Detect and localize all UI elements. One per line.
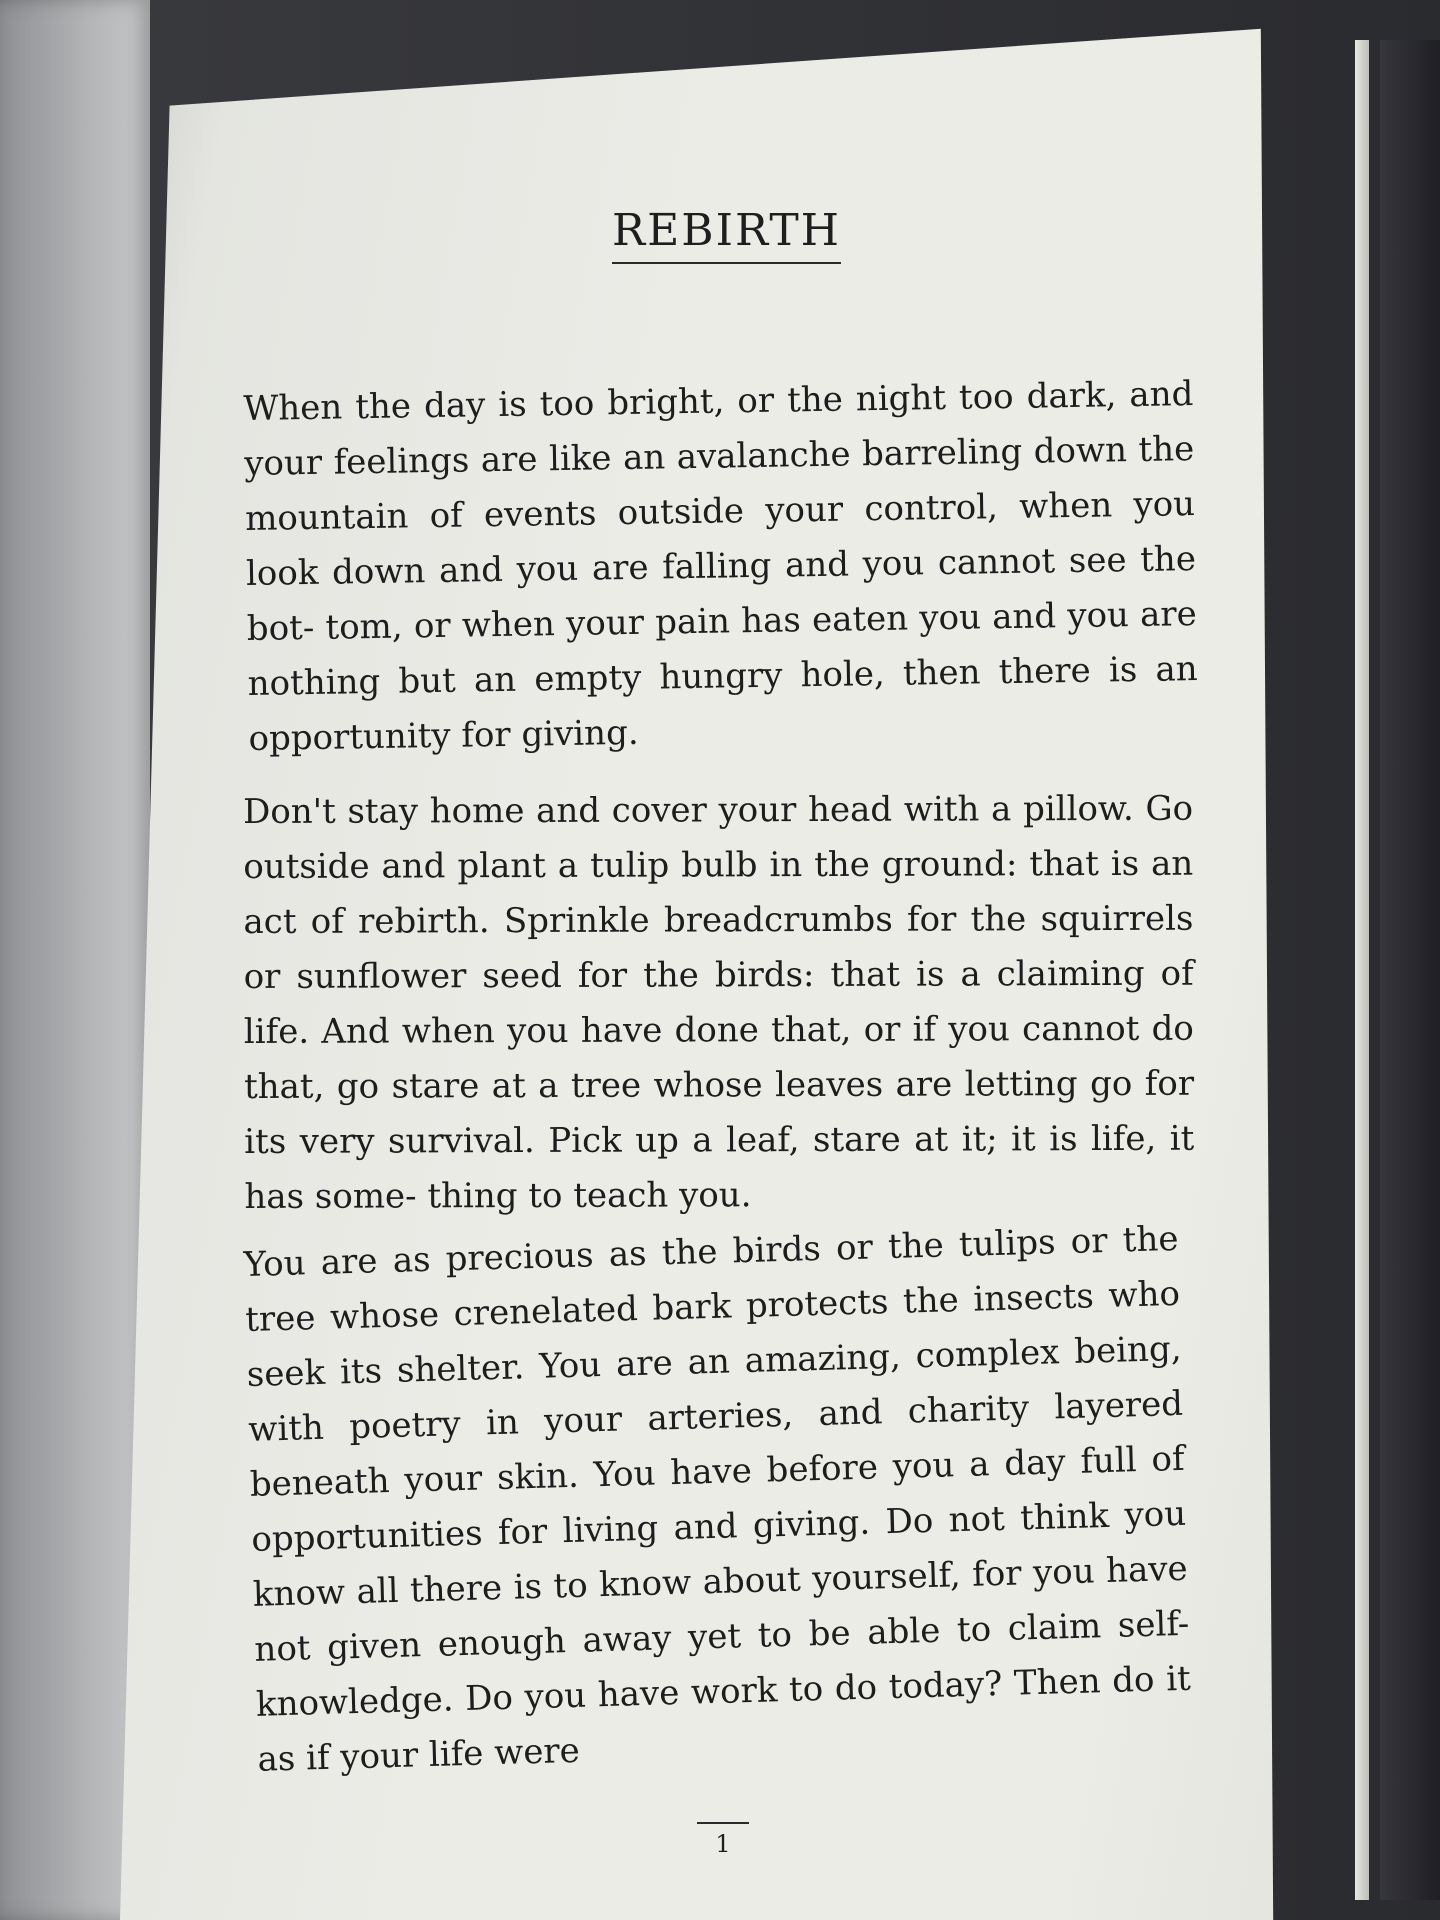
- paragraph-1: When the day is too bright, or the night too dark, and your feelings are like an avalanche barreling down the mountain of events outside your control, when you look down and you are falling and you cannot see the bot- tom, or when your pain has eaten you and you are nothing but an empty hungry hole, then there is an opportunity for giving.: [243, 374, 1198, 759]
- chapter-title: REBIRTH: [612, 205, 841, 264]
- page-edge: [1355, 40, 1369, 1900]
- paragraph-2: Don't stay home and cover your head with a pillow. Go outside and plant a tulip bulb in the ground: that is an act of rebirth. Sprinkle breadcrumbs for the squirrels or sunflower seed for the birds: that is a claiming of life. And when you have done that, or if you cannot do that, go stare at a tree whose leaves are letting go for its very survival. Pick up a leaf, stare at it; it is life, it has some- thing to teach you.: [243, 788, 1195, 1217]
- book-cover-edge: [1380, 40, 1440, 1900]
- page-number: 1: [697, 1822, 749, 1858]
- paragraph-3: You are as precious as the birds or the tulips or the tree whose crenelated bark protects the insects who seek its shelter. You are an amazing, complex being, with poetry in your arteries, and charity layered beneath your skin. You have before you a day full of opportunities for living and giving. Do not think you know all there is to know about yourself, for you have not given enough away yet to be able to claim self-knowledge. Do you have work to do today? Then do it as if your life were: [243, 1218, 1192, 1780]
- facing-page: [0, 0, 150, 1920]
